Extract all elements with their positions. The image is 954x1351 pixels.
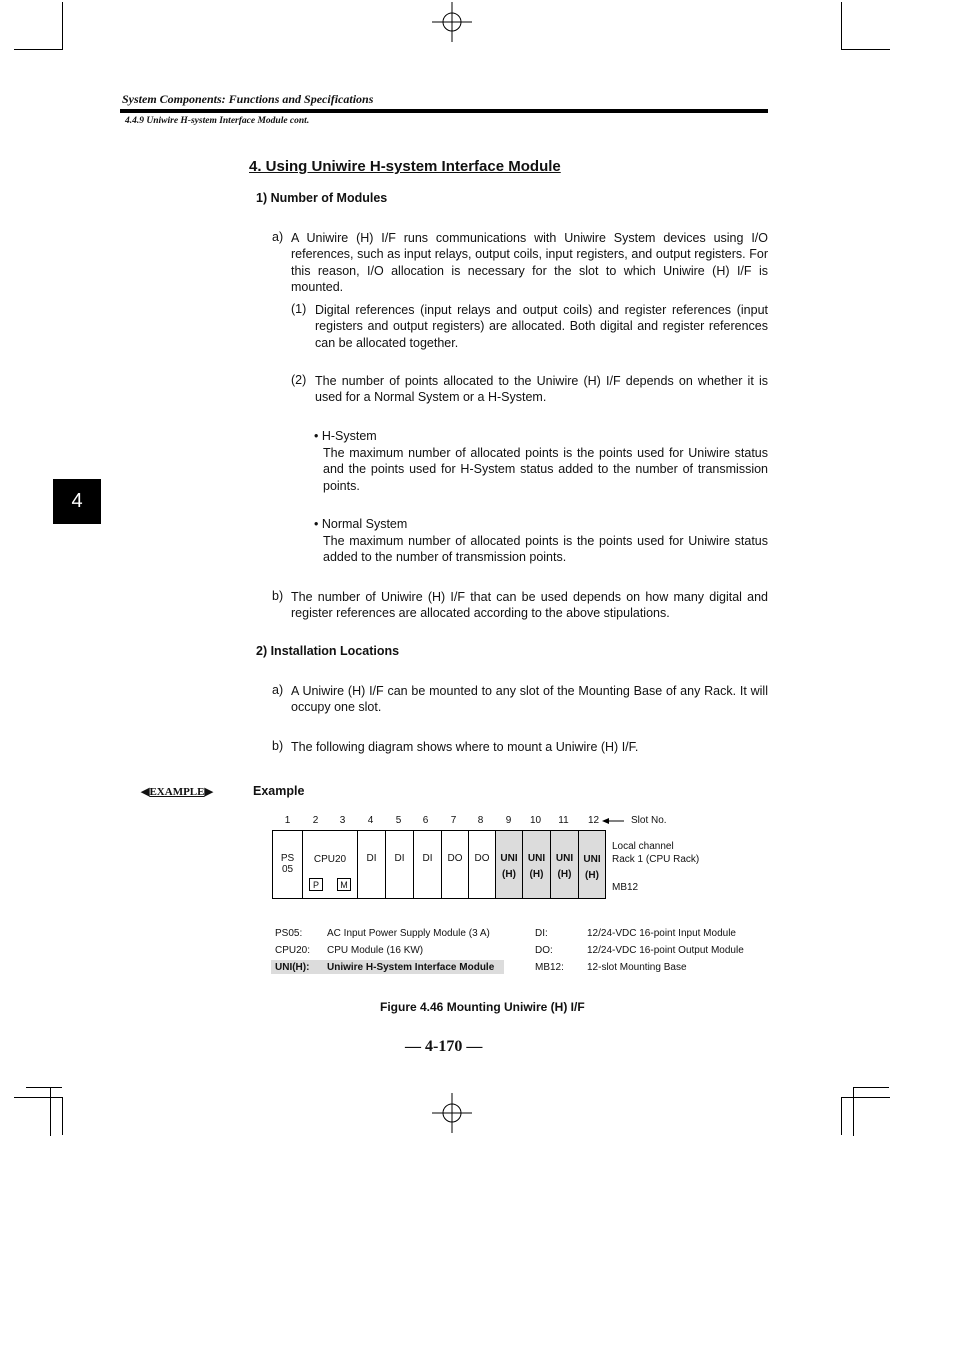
slot-number: 5 [395, 815, 402, 826]
mounting-base-label: MB12 [612, 882, 639, 893]
registration-mark-top [432, 2, 472, 42]
bullet-h-system-text: The maximum number of allocated points is the points used for Uniwire status and the points used for H-System status added to the number of transmission points. [323, 446, 768, 493]
ps05-slot: PS 05 [273, 831, 303, 898]
slot-number: 6 [422, 815, 429, 826]
item-label-b: b) [272, 589, 284, 603]
slot-number: 8 [477, 815, 484, 826]
uni-h-slot: UNI (H) [496, 831, 523, 898]
example-heading: Example [253, 784, 305, 798]
running-header-title: System Components: Functions and Specifications [122, 92, 374, 106]
do-slot: DO [469, 831, 496, 898]
bullet-normal-system-title: • Normal System [314, 517, 408, 531]
rack-diagram [272, 830, 606, 899]
arrow-left-icon [602, 816, 624, 826]
rack-channel-label: Local channel [612, 841, 674, 852]
cpu20-slot: CPU20 P M [303, 831, 358, 898]
paragraph-1: Digital references (input relays and output coils) and register references (input registers and output registers) are allocated. Both digital and register references can be allocated together. [315, 303, 768, 350]
item-label-b2: b) [272, 739, 284, 753]
header-rule [120, 109, 768, 113]
slot-number: 12 [587, 815, 600, 826]
cpu-p-indicator: P [309, 878, 323, 891]
legend-abbr: DI: [535, 928, 548, 939]
item-label-a: a) [272, 230, 284, 244]
slot-number: 11 [558, 815, 569, 826]
paragraph-a: A Uniwire (H) I/F runs communications with Uniwire System devices using I/O references, such as input relays, output coils, input registers, and output registers. For this reason, I/O allocation is necessary for the slot to which Uniwire (H) I/F is mounted. [291, 231, 768, 294]
subsection-heading-locations: 2) Installation Locations [256, 644, 400, 658]
item-label-2: (2) [291, 373, 307, 387]
bullet-h-system-title: • H-System [314, 429, 377, 443]
uni-h-slot: UNI (H) [579, 831, 605, 898]
do-slot: DO [442, 831, 469, 898]
legend-abbr: CPU20: [275, 945, 311, 956]
chapter-tab: 4 [53, 479, 101, 524]
paragraph-b: The number of Uniwire (H) I/F that can be used depends on how many digital and register references are allocated according to the above stipulations. [291, 590, 768, 621]
di-slot: DI [358, 831, 386, 898]
paragraph-b2: The following diagram shows where to mount a Uniwire (H) I/F. [291, 740, 639, 754]
figure-caption: Figure 4.46 Mounting Uniwire (H) I/F [380, 1000, 585, 1014]
page-number: — 4-170 — [405, 1038, 483, 1055]
rack-name-label: Rack 1 (CPU Rack) [612, 854, 700, 865]
example-tag: ◀EXAMPLE▶ [141, 786, 213, 798]
bullet-normal-system-text: The maximum number of allocated points is the points used for Uniwire status added to the number of transmission points. [323, 534, 768, 565]
di-slot: DI [386, 831, 414, 898]
legend-desc: AC Input Power Supply Module (3 A) [327, 928, 490, 939]
slot-number: 4 [367, 815, 374, 826]
legend-desc: Uniwire H-System Interface Module [327, 962, 495, 973]
slot-number: 9 [505, 815, 512, 826]
slot-number: 2 [312, 815, 319, 826]
subsection-heading-modules: 1) Number of Modules [256, 191, 388, 205]
legend-abbr: MB12: [535, 962, 564, 973]
slot-number: 1 [284, 815, 291, 826]
arrow-left-icon: ◀ [141, 786, 150, 798]
item-label-a2: a) [272, 683, 284, 697]
slot-number: 10 [529, 815, 542, 826]
legend-desc: 12-slot Mounting Base [587, 962, 687, 973]
item-label-1: (1) [291, 302, 307, 316]
cpu-m-indicator: M [337, 878, 351, 891]
legend-abbr: DO: [535, 945, 553, 956]
slot-number: 7 [450, 815, 457, 826]
running-header-subtitle: 4.4.9 Uniwire H-system Interface Module cont. [125, 116, 310, 126]
section-heading: 4. Using Uniwire H-system Interface Module [249, 158, 561, 175]
paragraph-2: The number of points allocated to the Uniwire (H) I/F depends on whether it is used for a Normal System or a H-System. [315, 374, 768, 405]
slot-number-label: Slot No. [631, 815, 667, 826]
legend-abbr: PS05: [275, 928, 303, 939]
paragraph-a2: A Uniwire (H) I/F can be mounted to any slot of the Mounting Base of any Rack. It will occupy one slot. [291, 684, 768, 715]
legend-desc: CPU Module (16 KW) [327, 945, 424, 956]
registration-mark-bottom [432, 1093, 472, 1133]
arrow-right-icon: ▶ [204, 786, 213, 798]
legend-abbr: UNI(H): [275, 962, 310, 973]
slot-number: 3 [339, 815, 346, 826]
uni-h-slot: UNI (H) [551, 831, 579, 898]
uni-h-slot: UNI (H) [523, 831, 551, 898]
di-slot: DI [414, 831, 442, 898]
legend-desc: 12/24-VDC 16-point Input Module [587, 928, 736, 939]
legend-desc: 12/24-VDC 16-point Output Module [587, 945, 744, 956]
